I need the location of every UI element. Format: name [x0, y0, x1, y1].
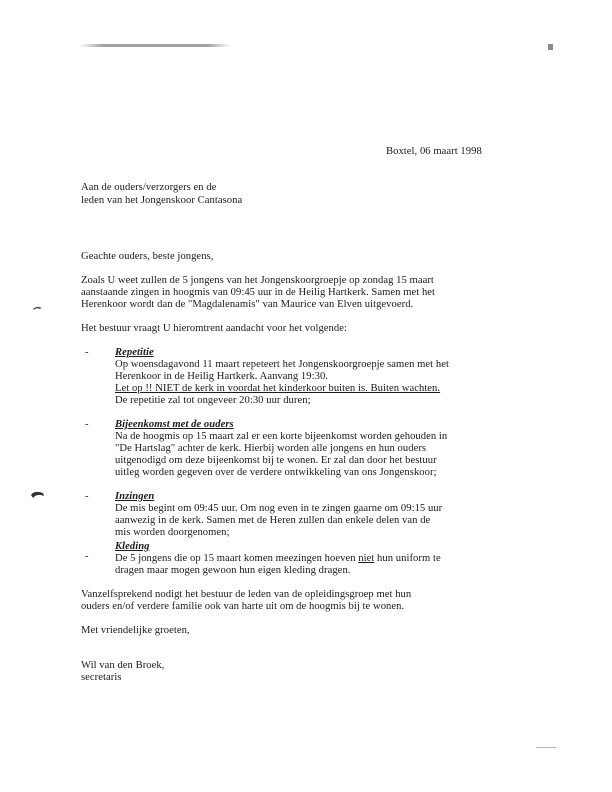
- item-heading-kleding: Kleding: [115, 541, 150, 552]
- closing-line: ouders en/of verdere familie ook van harte uit om de hoogmis bij te wonen.: [81, 601, 405, 612]
- address-line: leden van het Jongenskoor Cantasona: [81, 195, 243, 206]
- greeting: Met vriendelijke groeten,: [81, 625, 190, 636]
- address-line: Aan de ouders/verzorgers en de: [81, 182, 217, 193]
- item-line: mis worden doorgenomen;: [115, 527, 230, 538]
- item-heading-repetitie: Repetitie: [115, 347, 154, 358]
- item-line: Na de hoogmis op 15 maart zal er een korte bijeenkomst worden gehouden in: [115, 431, 448, 442]
- item-dash: -: [85, 551, 89, 562]
- item-line: Herenkoor in de Heilig Hartkerk. Aanvang 19:30.: [115, 371, 328, 382]
- intro-line: aanstaande zingen in hoogmis van 09:45 uur in de Heilig Hartkerk. Samen met het: [81, 287, 436, 298]
- item-dash: -: [85, 491, 89, 502]
- item-heading-inzingen: Inzingen: [115, 491, 155, 502]
- scan-artifact-line: [80, 44, 230, 47]
- closing-line: Vanzelfsprekend nodigt het bestuur de leden van de opleidingsgroep met hun: [81, 589, 412, 600]
- item-heading-bijeenkomst: Bijeenkomst met de ouders: [115, 419, 234, 430]
- item-line: dragen maar mogen gewoon hun eigen kleding dragen.: [115, 565, 351, 576]
- signature-title: secretaris: [81, 672, 122, 683]
- item-line: De repetitie zal tot ongeveer 20:30 uur duren;: [115, 395, 311, 406]
- item-line-warning: Let op !! NIET de kerk in voordat het kinderkoor buiten is. Buiten wachten.: [115, 383, 441, 394]
- item-dash: -: [85, 347, 89, 358]
- item-text: hun uniform te: [374, 553, 441, 564]
- item-line: uitleg worden gegeven over de verdere ontwikkeling van ons Jongenskoor;: [115, 467, 437, 478]
- item-line: Op woensdagavond 11 maart repeteert het Jongenskoorgroepje samen met het: [115, 359, 449, 370]
- item-line: aanwezig in de kerk. Samen met de Heren zullen dan enkele delen van de: [115, 515, 431, 526]
- salutation: Geachte ouders, beste jongens,: [81, 251, 214, 262]
- scan-artifact-mark: [548, 44, 553, 50]
- item-line: uitgenodigd om deze bijeenkomst bij te wonen. Er zal dan door het bestuur: [115, 455, 437, 466]
- emphasis-niet: niet: [358, 553, 375, 564]
- item-text: De 5 jongens die op 15 maart komen meezingen hoeven: [115, 553, 359, 564]
- item-dash: -: [85, 419, 89, 430]
- intro-line: Zoals U weet zullen de 5 jongens van het Jongenskoorgroepje op zondag 15 maart: [81, 275, 434, 286]
- item-line: [115, 553, 441, 566]
- intro-line: Herenkoor wordt dan de "Magdalenamis" van Maurice van Elven uitgevoerd.: [81, 299, 414, 310]
- attention-line: Het bestuur vraagt U hieromtrent aandacht voor het volgende:: [81, 323, 347, 334]
- item-line: "De Hartslag" achter de kerk. Hierbij worden alle jongens en hun ouders: [115, 443, 427, 454]
- scan-artifact-line: [536, 747, 556, 748]
- punch-hole-mark-icon: [31, 490, 45, 500]
- punch-hole-mark-icon: [33, 305, 43, 311]
- place-date: Boxtel, 06 maart 1998: [386, 146, 482, 157]
- signature-name: Wil van den Broek,: [81, 660, 165, 671]
- item-line: De mis begint om 09:45 uur. Om nog even in te zingen gaarne om 09:15 uur: [115, 503, 443, 514]
